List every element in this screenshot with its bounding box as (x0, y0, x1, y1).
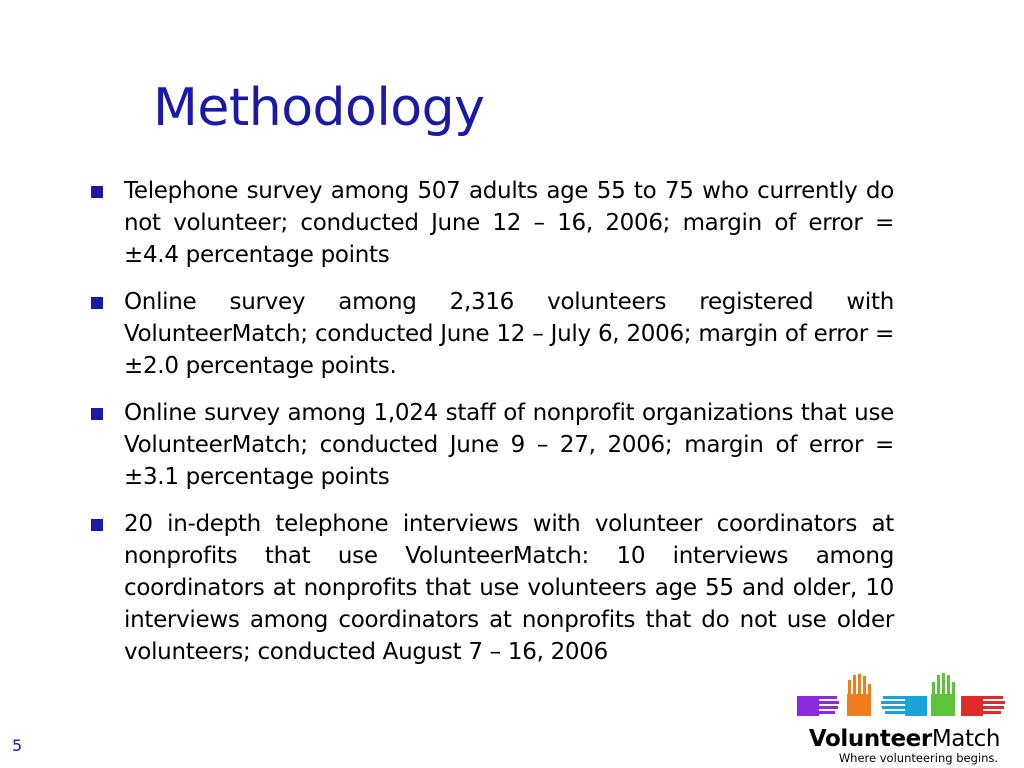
volunteermatch-logo (795, 670, 1010, 768)
logo-wordmark (809, 726, 1000, 752)
hands-logo-icon (795, 670, 1010, 720)
slide-title: Methodology (153, 78, 485, 138)
bullet-item (88, 508, 894, 668)
bullet-text: Telephone survey among 507 adults age 55 to 75 who currently do not volunteer; conducted June 12 – 16, 2006; margin of error = ±4.4 percentage points (124, 178, 894, 268)
green-hand-icon (931, 673, 955, 716)
purple-hand-icon (797, 696, 839, 716)
bullet-item (88, 175, 894, 271)
logo-wordmark-bold: Volunteer (808, 726, 932, 752)
bullet-text: 20 in-depth telephone interviews with volunteer coordinators at nonprofits that use VolunteerMatch: 10 interviews among coordinators at nonprofits that use volunteers age 55 and older, 10 interviews among coordinators at nonprofits that do not use older volunteers; conducted August 7 – 16, 2006 (124, 511, 894, 665)
bullet-list (88, 175, 894, 683)
bullet-item (88, 286, 894, 382)
square-bullet-icon (91, 519, 103, 531)
square-bullet-icon (91, 186, 103, 198)
logo-tagline: Where volunteering begins. (838, 751, 998, 765)
bullet-item (88, 397, 894, 493)
square-bullet-icon (91, 297, 103, 309)
orange-hand-icon (847, 674, 871, 716)
square-bullet-icon (91, 408, 103, 420)
page-number: 5 (12, 736, 23, 755)
bullet-text: Online survey among 1,024 staff of nonprofit organizations that use VolunteerMatch; conducted June 9 – 27, 2006; margin of error = ±3.1 percentage points (124, 400, 894, 490)
red-hand-icon (961, 696, 1005, 716)
blue-hand-icon (881, 696, 927, 716)
bullet-text: Online survey among 2,316 volunteers registered with VolunteerMatch; conducted June 12 – July 6, 2006; margin of error = ±2.0 percentage points. (124, 289, 894, 379)
logo-wordmark-regular: Match (931, 726, 1000, 752)
